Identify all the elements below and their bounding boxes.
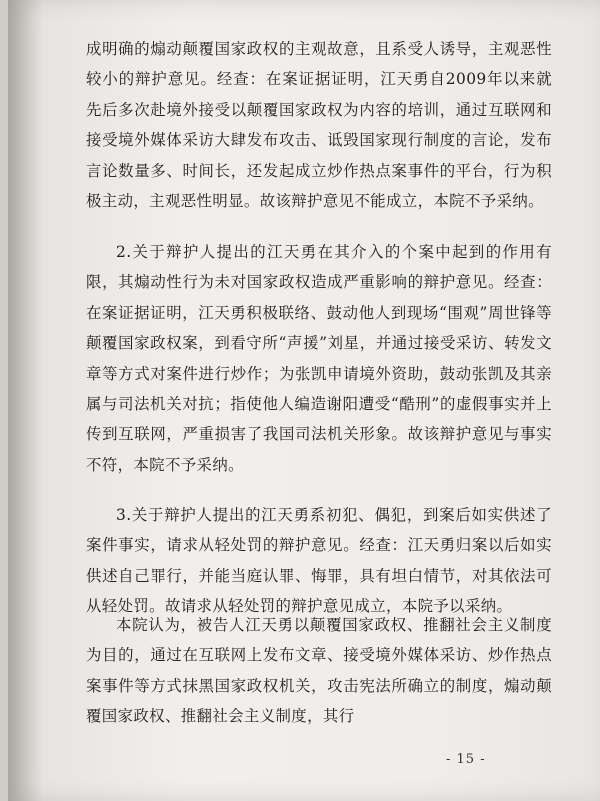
page-number: - 15 - (446, 752, 486, 767)
paragraph-defense-opinion-3: 3.关于辩护人提出的江天勇系初犯、偶犯，到案后如实供述了案件事实，请求从轻处罚的辩护意见。经查：江天勇归案以后如实供述自己罪行，并能当庭认罪、悔罪，具有坦白情节，对其依法可从轻处罚。故请求从轻处罚的辩护意见成立，本院予以采纳。 (86, 506, 552, 616)
paragraph-defense-opinion-2: 2.关于辩护人提出的江天勇在其介入的个案中起到的作用有限，其煽动性行为未对国家政权造成严重影响的辩护意见。经查：在案证据证明，江天勇积极联络、鼓动他人到现场“围观”周世锋等颠覆国家政权案，到看守所“声援”刘星，并通过接受采访、转发文章等方式对案件进行炒作；为张凯申请境外资助，鼓动张凯及其亲属与司法机关对抗；指使他人编造谢阳遭受“酷刑”的虚假事实并上传到互联网，严重损害了我国司法机关形象。故该辩护意见与事实不符，本院不予采纳。 (86, 243, 552, 474)
paragraph-defense-opinion-1-continued: 成明确的煽动颠覆国家政权的主观故意，且系受人诱导，主观恶性较小的辩护意见。经查：在案证据证明，江天勇自2009年以来就先后多次赴境外接受以颠覆国家政权为内容的培训，通过互联网和接受境外媒体采访大肆发布攻击、诋毁国家现行制度的言论，发布言论数量多、时间长，还发起成立炒作热点案事件的平台，行为积极主动，主观恶性明显。故该辩护意见不能成立，本院不予采纳。 (86, 40, 552, 211)
document-page (8, 0, 600, 801)
paragraph-court-finding: 本院认为，被告人江天勇以颠覆国家政权、推翻社会主义制度为目的，通过在互联网上发布文章、接受境外媒体采访、炒作热点案事件等方式抹黑国家政权机关，攻击宪法所确立的制度，煽动颠覆国家政权、推翻社会主义制度，其行 (86, 616, 552, 726)
